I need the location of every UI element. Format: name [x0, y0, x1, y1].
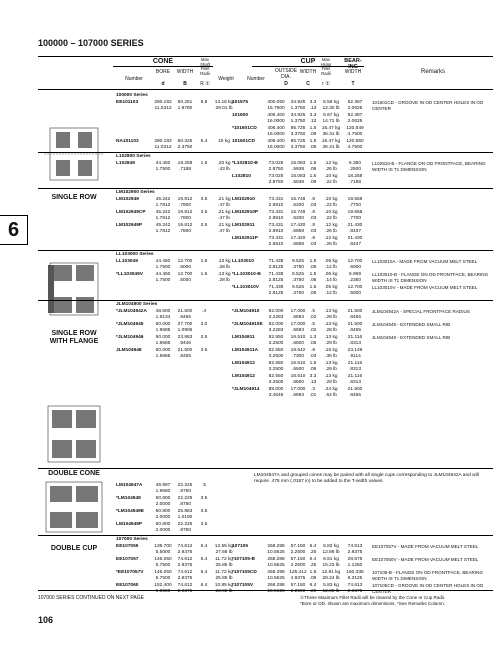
bore-value: 280.192 11.0312	[154, 139, 172, 150]
cup-width-value: 17.000 .6693	[290, 322, 306, 333]
cup-number: 101575	[232, 100, 249, 105]
cup-number: LM102910P	[232, 210, 259, 215]
cup-weight: 5.83 kg 12.86 lb	[322, 544, 340, 555]
od-value: 268.288 10.5625	[267, 557, 285, 568]
cup-width-value: 15.083 .5938	[290, 174, 306, 185]
cup-width-value: 15.748 .6200	[290, 197, 306, 208]
cup-radius: 1.3 .05	[309, 335, 317, 346]
cup-weight: .12 kg .26 lb	[324, 236, 338, 247]
cup-number: 101601CD	[232, 139, 255, 144]
bearing-width: 18.258 .7188	[347, 174, 363, 185]
fillet-radius: 1.5	[200, 161, 208, 166]
cup-radius: 1.5 .06	[309, 126, 317, 137]
double-cup-label: DOUBLE CUP	[50, 545, 98, 552]
cone-number: *EE107057V	[116, 570, 144, 575]
cup-width-value: 18.542 .7300	[290, 348, 306, 359]
series-name: LL103000 Series	[116, 252, 154, 257]
double-cone-diagram	[38, 400, 110, 470]
bore-value: 49.987 1.9680	[155, 483, 171, 494]
fillet-radius: 3.5	[200, 348, 208, 353]
bearing-width: 21.116 .8313	[347, 361, 363, 372]
cone-group-label: CONE	[113, 58, 213, 67]
bearing-width: 5.969 .2350	[348, 272, 361, 283]
cup-width-value: 17.000 .6693	[290, 387, 306, 398]
footnotes: ①These Maximum Fillet Radii will be cleared by the Cone or Cup Radii. *Bore or OD. shown are maximum dimensions. *See Remarks Column.	[300, 595, 446, 606]
bearing-width: 52.387 2.0625	[347, 100, 363, 111]
fillet-radius: 3.5	[200, 223, 208, 228]
bearing-width: 160.338 6.3125	[346, 570, 364, 581]
cup-radius: .8 .03	[309, 223, 317, 234]
cup-number: LM104912	[232, 374, 255, 379]
od-value: 73.431 2.8910	[268, 236, 284, 247]
bore-header: BORE	[155, 69, 171, 75]
fillet-radius: 3.5	[200, 197, 208, 202]
cup-radius: .5 .02	[309, 309, 317, 320]
width-value: 21.500 .8465	[177, 309, 193, 320]
cup-radius: 3.3 .13	[309, 113, 317, 124]
cup-weight: 16.47 kg 36.31 lb	[321, 126, 341, 137]
cup-number: *JLM104914	[232, 387, 260, 392]
cup-group-label: CUP	[252, 58, 364, 67]
bore-value: 44.450 1.7500	[155, 161, 171, 172]
cup-width-value: 34.925 1.3750	[290, 113, 306, 124]
cone-weight: 13.16 kg 29.01 lb	[214, 100, 234, 111]
cone-weight: .20 kg .43 lb	[217, 161, 231, 172]
cup-width-value: 15.748 .6200	[290, 210, 306, 221]
cup-weight: .13 kg .29 lb	[324, 335, 338, 346]
cone-weight: 11.72 kg 25.85 lb	[214, 570, 234, 581]
cone-weight: .21 kg .47 lb	[217, 223, 231, 234]
od-header: OUTSIDE DIA.	[274, 68, 298, 80]
width-value: 74.612 2.9375	[177, 544, 193, 555]
cone-weight: 10.85 kg 23.92 lb	[214, 583, 234, 594]
width-value: 50.251 1.9780	[177, 100, 193, 111]
bearing-label: BEAR- ING	[344, 58, 362, 71]
single-row-flange-diagram	[38, 255, 110, 325]
cup-weight: .12 kg .26 lb	[324, 223, 338, 234]
od-value: 268.288 10.5625	[267, 544, 285, 555]
bearing-width: 52.387 2.0625	[347, 113, 363, 124]
fillet-radius: 3.5	[200, 509, 208, 514]
cup-number: LM102910	[232, 197, 255, 202]
cup-radius: .8 .03	[309, 210, 317, 221]
bearing-width: 21.116 .8313	[347, 335, 363, 346]
bore-value: 45.242 1.7812	[155, 223, 171, 234]
section-divider	[38, 468, 493, 469]
od-value: 73.025 2.8750	[268, 174, 284, 185]
cone-weight: 11.72 kg 25.85 lb	[214, 557, 234, 568]
cup-weight: .10 kg .22 lb	[324, 210, 338, 221]
cone-number: LL103049	[116, 259, 138, 264]
bore-value: 50.800 2.0000	[155, 509, 171, 520]
remark-text: L102810-B - FLANGE ON OD FRONTFACE, BEARING WIDTH IS T1 DIMENSION	[372, 161, 486, 172]
cup-radius: 1.5 .06	[309, 259, 317, 270]
remark-text: JLM104942A - SPECIAL FRONTFACE RADIUS	[372, 309, 470, 314]
cup-number-header: Number	[247, 76, 265, 82]
bore-value: 48.600 1.9134	[155, 309, 171, 320]
cone-number: *JLM104946	[116, 335, 144, 340]
width-sym: B	[183, 81, 187, 87]
od-value: 82.000 3.2283	[268, 309, 284, 320]
od-value: 400.050 15.7500	[267, 100, 285, 111]
od-value: 71.438 2.8125	[268, 272, 284, 283]
fillet-radius: 1.5	[200, 272, 208, 277]
cup-number: LM102911P	[232, 236, 258, 241]
bearing-width: 120.650 4.7500	[346, 139, 364, 150]
fillet-radius: .5	[201, 483, 206, 488]
cone-weight-header: Weight	[218, 76, 234, 82]
remarks-header: Remarks	[420, 69, 445, 75]
cup-weight: 5.58 kg 12.30 lb	[322, 100, 340, 111]
cup-number: *JLM104910	[232, 309, 260, 314]
od-value: 82.550 3.2500	[268, 335, 284, 346]
cone-number: NA101103	[116, 139, 139, 144]
remark-text: 107105CD - GROOVE IN OD CENTER HOLES IN OD CENTER	[372, 583, 484, 594]
bearing-width: 21.500 .8465	[347, 387, 363, 398]
cup-number: *101601CD	[232, 126, 257, 131]
cone-number: *LM104949	[116, 496, 141, 501]
remark-text: LL103010V - MADE FROM VACUUM MELT STEEL	[372, 285, 478, 290]
cup-radius: 1.5 .06	[309, 161, 317, 172]
od-value: 82.550 3.2500	[268, 374, 284, 385]
width-value: 12.700 .5000	[177, 259, 193, 270]
cup-width-value: 85.725 3.3750	[290, 139, 306, 150]
fillet-radius: 3.5	[200, 496, 208, 501]
cup-radius: 1.5 .06	[309, 361, 317, 372]
cup-width-value: 125.412 4.9375	[289, 570, 307, 581]
cup-number: 107105	[232, 544, 249, 549]
single-row-diagram	[38, 120, 110, 190]
remark-text: 107105-B - FLANGE ON OD FRONTFACE, BEARING WIDTH IS T1 DIMENSION	[372, 570, 484, 581]
fillet-radius: 3.5	[200, 522, 208, 527]
cone-weight: 12.55 kg 27.68 lb	[214, 544, 234, 555]
fillet-radius: 6.4	[200, 557, 208, 562]
bore-value: 146.050 5.7500	[154, 557, 172, 568]
cup-width-value: 15.083 .5938	[290, 161, 306, 172]
od-value: 71.438 2.8125	[268, 259, 284, 270]
section-divider	[38, 152, 493, 153]
cup-radius: 6.4 .25	[309, 544, 317, 555]
cup-number: *107105CD	[232, 570, 257, 575]
width-value: 19.812 .7800	[177, 223, 193, 234]
cup-weight: .16 kg .35 lb	[324, 348, 338, 359]
cup-number: *LL103010V	[232, 285, 259, 290]
bearing-width: 23.149 .9114	[347, 348, 363, 359]
cone-number: LM104949P	[116, 522, 143, 527]
cup-number: LM104912	[232, 361, 255, 366]
width-value: 27.700 1.0906	[177, 322, 193, 333]
cup-width-value: 85.725 3.3750	[290, 126, 306, 137]
section-divider	[38, 300, 493, 301]
bore-value: 50.000 1.9685	[155, 335, 171, 346]
cup-radius: .8 .03	[309, 348, 317, 359]
cone-number: LM102949P	[116, 223, 143, 228]
cup-weight: .05 kg .12 lb	[324, 285, 338, 296]
fillet-radius: 1.5	[200, 259, 208, 264]
bore-value: 50.000 1.9685	[155, 322, 171, 333]
cone-number: L102849	[116, 161, 135, 166]
cup-number: LL103010	[232, 259, 254, 264]
fillet-radius: 6.8	[200, 100, 208, 105]
cup-weight: 5.83 kg 12.86 lb	[322, 583, 340, 594]
od-value: 406.400 16.0000	[267, 126, 285, 137]
cup-width-value: 9.525 .3750	[291, 285, 304, 296]
series-name: LM102900 Series	[116, 190, 155, 195]
series-name: JLM104900 Series	[116, 302, 158, 307]
pairing-note: LM104947A and grouped cones may be paired with all single cups corresponding to JLM104942A and will require .475 mm (.0187 in) to be added to the T-width values.	[254, 473, 479, 484]
section-divider	[38, 590, 493, 591]
width-header: WIDTH	[176, 69, 194, 75]
cone-weight: 15 kg	[218, 139, 230, 144]
cup-weight: 6.67 kg 14.71 lb	[322, 113, 340, 124]
max-shaft-header: Max Shaft Fillet Radii	[200, 57, 210, 76]
bore-value: 50.800 2.0000	[155, 522, 171, 533]
cup-width-value: 57.150 2.2500	[290, 544, 306, 555]
cup-number: L102810	[232, 174, 251, 179]
od-value: 82.000 3.2283	[268, 322, 284, 333]
cup-width-value: 57.150 2.2500	[290, 557, 306, 568]
cup-width-value: 17.420 .6858	[290, 236, 306, 247]
bore-value: 45.242 1.7812	[155, 210, 171, 221]
cone-number: *JLM104945	[116, 322, 144, 327]
width-value: 74.612 2.9375	[177, 583, 193, 594]
od-value: 73.431 2.8910	[268, 223, 284, 234]
cone-weight: .21 kg .47 lb	[217, 197, 231, 208]
bearing-width: 21.430 .8437	[347, 223, 363, 234]
od-value: 88.000 3.4646	[268, 387, 284, 398]
width-value: 23.863 .9446	[177, 335, 193, 346]
width-value: 22.225 .8750	[177, 522, 193, 533]
bearing-width: 6.350 .2500	[348, 161, 361, 172]
bore-value: 139.700 5.5000	[154, 544, 172, 555]
cup-weight: .10 kg .22 lb	[324, 174, 338, 185]
width-value: 19.812 .7800	[177, 197, 193, 208]
width-value: 60.325 2.3750	[177, 139, 193, 150]
od-value: 268.288 10.5625	[267, 583, 285, 594]
cup-radius: 1.5 .06	[309, 174, 317, 185]
bearing-width: 12.700 .5000	[347, 285, 363, 296]
cup-width-sym: C	[306, 81, 310, 87]
cup-number: LM104911A	[232, 348, 259, 353]
cup-width-value: 17.000 .6693	[290, 309, 306, 320]
cup-number: *107105-B	[232, 557, 255, 562]
single-row-flange-label: SINGLE ROW WITH FLANGE	[49, 330, 99, 346]
cup-weight: .24 kg .52 lb	[324, 387, 338, 398]
od-value: 73.025 2.8750	[268, 161, 284, 172]
bearing-width: 21.430 .8437	[347, 236, 363, 247]
r-sym2: r ①	[322, 81, 330, 87]
bearing-width: 21.500 .8465	[347, 322, 363, 333]
width-value: 22.225 .8750	[177, 483, 193, 494]
bore-value: 44.450 1.7500	[155, 259, 171, 270]
max-housing-header: Max Hsing Fillet Radii	[320, 57, 332, 76]
cup-width-value: 9.525 .3750	[291, 272, 304, 283]
cup-weight: .13 kg .28 lb	[324, 309, 338, 320]
width-value: 18.258 .7188	[177, 161, 193, 172]
cone-weight: .13 kg .28 lb	[217, 272, 231, 283]
cup-weight: .10 kg .22 lb	[324, 197, 338, 208]
single-row-label: SINGLE ROW	[51, 194, 97, 201]
bore-value: 50.800 2.0000	[155, 496, 171, 507]
cup-radius: 1.5 .06	[309, 139, 317, 150]
cone-number: JLM104948	[116, 348, 142, 353]
bearing-width-header: WIDTH	[344, 69, 362, 75]
bore-value: 50.000 1.9685	[155, 348, 171, 359]
bearing-width: 28.575 1.1250	[347, 557, 363, 568]
cup-weight: .12 kg .26 lb	[324, 161, 338, 172]
od-value: 73.431 2.8910	[268, 197, 284, 208]
od-value: 406.400 16.0000	[267, 113, 285, 124]
width-value: 21.500 .8465	[177, 348, 193, 359]
od-value: 82.550 3.2500	[268, 361, 284, 372]
cup-weight: 6.91 kg 15.23 lb	[322, 557, 340, 568]
section-divider	[38, 535, 493, 536]
section-divider	[38, 250, 493, 251]
cup-number: *L102810-B	[232, 161, 258, 166]
fillet-radius: 3.0	[200, 322, 208, 327]
cup-number: LM104911	[232, 335, 255, 340]
remark-text: JLM104945 - EXTENDED SMALL RIB	[372, 322, 451, 327]
cone-number: *LL103049V	[116, 272, 143, 277]
cup-weight: 16.47 kg 36.31 lb	[321, 139, 341, 150]
series-name: 100000 Series	[116, 93, 148, 98]
cup-width-value: 34.925 1.3750	[290, 100, 306, 111]
cup-radius: .8 .03	[309, 236, 317, 247]
cup-width-value: 16.510 .6500	[290, 374, 306, 385]
bearing-width: 19.558 .7700	[347, 197, 363, 208]
cone-number: LM104947A	[116, 483, 143, 488]
remark-text: LL103010-B - FLANGE ON OD FRONTFACE, BEARING WIDTH IS T1 DIMENSION	[372, 272, 489, 283]
cup-width-value: 9.525 .3750	[291, 259, 304, 270]
bore-sym: d	[161, 81, 165, 87]
double-cone-label: DOUBLE CONE	[48, 470, 100, 477]
cup-radius: .8 .03	[309, 197, 317, 208]
od-value: 406.400 16.0000	[267, 139, 285, 150]
width-value: 25.883 1.0190	[177, 509, 193, 520]
cup-weight: .05 kg .12 lb	[324, 259, 338, 270]
series-name: L102800 Series	[116, 154, 151, 159]
width-value: 74.612 2.9375	[177, 557, 193, 568]
page-number: 106	[38, 615, 54, 625]
cup-radius: 3.3 .13	[309, 374, 317, 385]
cup-number: *107105V	[232, 583, 254, 588]
cup-number: 101600	[232, 113, 249, 118]
cone-number: *LM104949E	[116, 509, 144, 514]
cup-radius: 3.3 .13	[309, 100, 317, 111]
cup-radius: 6.4 .25	[309, 557, 317, 568]
od-value: 73.431 2.8910	[268, 210, 284, 221]
fillet-radius: 6.4	[200, 583, 208, 588]
fillet-radius: 3.5	[200, 335, 208, 340]
width-value: 22.225 .8750	[177, 496, 193, 507]
cup-width-value: 16.510 .6500	[290, 335, 306, 346]
bore-value: 152.400 6.0000	[154, 583, 172, 594]
cup-weight: .13 kg .28 lb	[324, 322, 338, 333]
bearing-width-sym: T	[351, 81, 355, 87]
cone-number: EE107057	[116, 557, 139, 562]
fillet-radius: .4	[201, 309, 206, 314]
cup-weight: 12.81 kg 28.24 lb	[321, 570, 341, 581]
cup-weight: .06 kg .14 lb	[324, 272, 338, 283]
cup-width-header: WIDTH	[299, 69, 317, 75]
bearing-width: 120.649 4.7500	[346, 126, 364, 137]
cone-number-header: Number	[125, 76, 143, 82]
bore-value: 44.450 1.7500	[155, 272, 171, 283]
cup-width-value: 57.150 2.2500	[290, 583, 306, 594]
width-value: 19.812 .7800	[177, 210, 193, 221]
od-sym: D	[284, 81, 288, 87]
bore-value: 45.242 1.7812	[155, 197, 171, 208]
bore-value: 280.192 11.0312	[154, 100, 172, 111]
section-divider	[38, 188, 493, 189]
cup-weight: .13 kg .29 lb	[324, 361, 338, 372]
cone-number: EE101103	[116, 100, 139, 105]
fillet-radius: 6.4	[200, 544, 208, 549]
od-value: 82.550 3.2500	[268, 348, 284, 359]
cup-radius: 1.5 .06	[309, 570, 317, 581]
cup-radius: 1.5 .06	[309, 285, 317, 296]
bearing-width: 12.700 .5000	[347, 259, 363, 270]
cup-radius: 1.5 .06	[309, 272, 317, 283]
bearing-width: 21.500 .8465	[347, 309, 363, 320]
cup-number: LM102911	[232, 223, 255, 228]
od-value: 71.438 2.8125	[268, 285, 284, 296]
chapter-tab: 6	[0, 215, 28, 245]
width-value: 74.612 2.9375	[177, 570, 193, 581]
remark-text: 101601CD - GROOVE IN OD CENTER HOLES IN OD CENTER	[372, 100, 484, 111]
fillet-radius: 3.5	[200, 210, 208, 215]
cone-number: *JLM104942A	[116, 309, 147, 314]
cup-number: *JLM104910E	[232, 322, 263, 327]
fillet-radius: 6.4	[200, 570, 208, 575]
bore-value: 146.050 5.7500	[154, 570, 172, 581]
continued-note: 107000 SERIES CONTINUED ON NEXT PAGE	[38, 595, 144, 601]
remark-text: JLM104946 - EXTENDED SMALL RIB	[372, 335, 451, 340]
bearing-width: 19.558 .7700	[347, 210, 363, 221]
series-title: 100000 – 107000 SERIES	[38, 38, 144, 48]
cup-number: *LL103010-B	[232, 272, 261, 277]
bearing-width: 74.613 2.9375	[347, 583, 363, 594]
table-header	[38, 56, 493, 90]
cup-radius: 6.4 .25	[309, 583, 317, 594]
r-sym: R ①	[200, 81, 210, 87]
cup-width-value: 16.510 .6500	[290, 361, 306, 372]
bearing-width: 21.116 .8313	[347, 374, 363, 385]
cone-weight: .21 kg .47 lb	[217, 210, 231, 221]
fillet-radius: 6.4	[200, 139, 208, 144]
remark-text: EE107057V - MADE FROM VACUUM MELT STEEL	[372, 544, 479, 549]
width-value: 12.700 .5000	[177, 272, 193, 283]
cone-number: EE107055	[116, 544, 139, 549]
remark-text: LL103010A - MADE FROM VACUUM MELT STEEL	[372, 259, 478, 264]
bearing-width: 74.613 2.9375	[347, 544, 363, 555]
cup-radius: .5 .02	[309, 322, 317, 333]
cone-number: LM102949CP	[116, 210, 146, 215]
cup-width-value: 17.420 .6858	[290, 223, 306, 234]
series-name: 107000 Series	[116, 537, 148, 542]
remark-text: EE107060V - MADE FROM VACUUM MELT STEEL	[372, 557, 479, 562]
cup-radius: .3 .01	[309, 387, 317, 398]
cone-number: EE107060	[116, 583, 139, 588]
double-cup-diagram	[38, 478, 110, 538]
cone-weight: .13 kg .28 lb	[217, 259, 231, 270]
cup-weight: .13 kg .29 lb	[324, 374, 338, 385]
cone-number: LM102949	[116, 197, 139, 202]
od-value: 268.288 10.5625	[267, 570, 285, 581]
